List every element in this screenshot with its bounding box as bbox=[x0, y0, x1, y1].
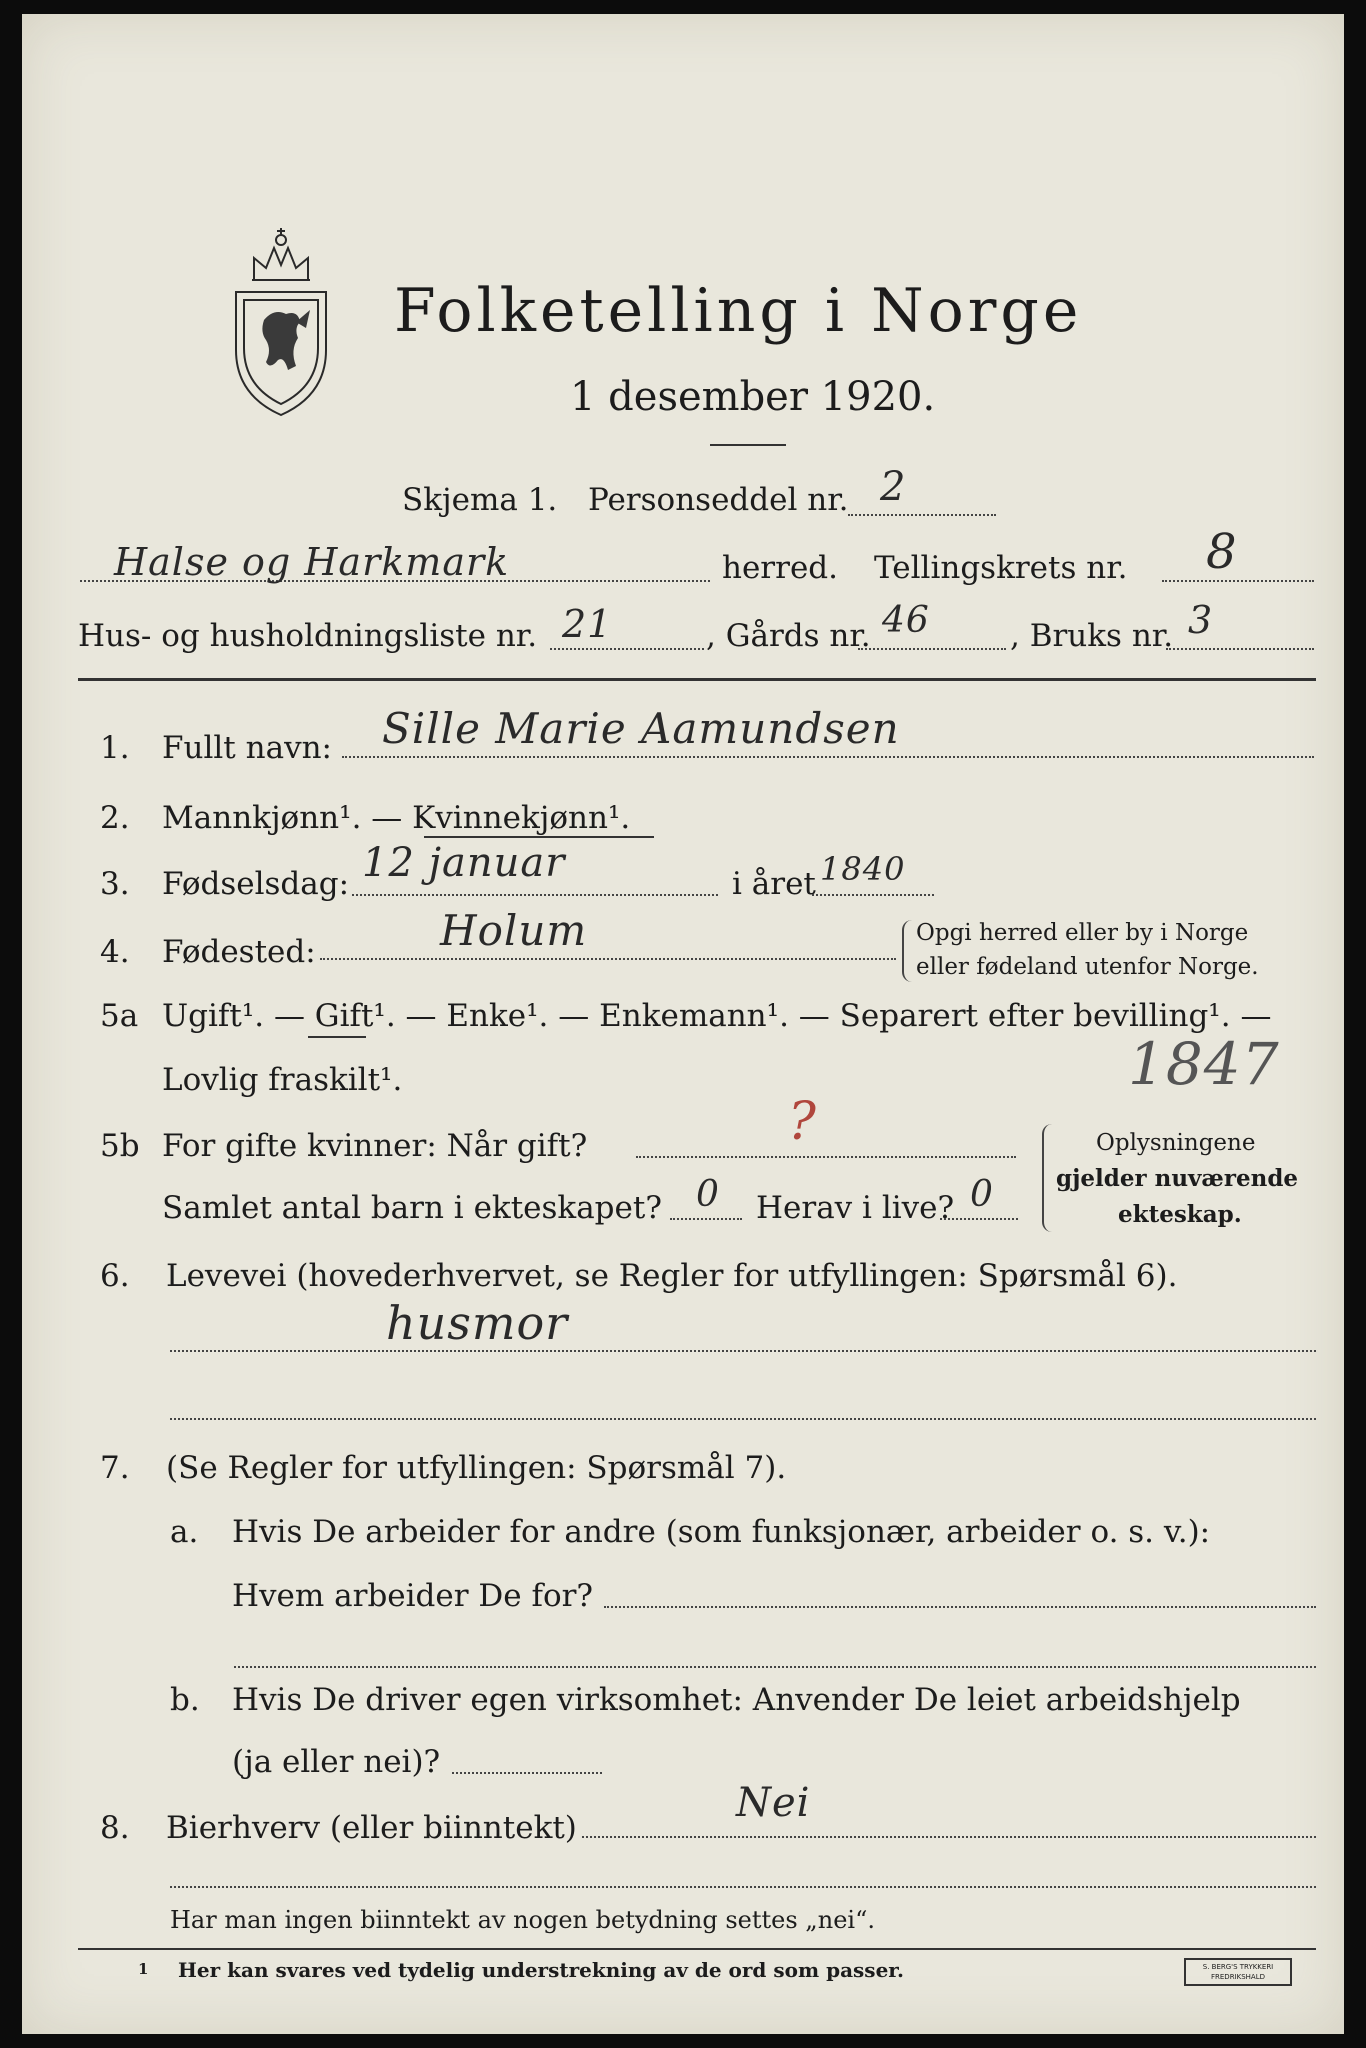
q4-value[interactable]: Holum bbox=[440, 906, 588, 955]
q5a-label: Ugift¹. — Gift¹. — Enke¹. — Enkemann¹. — Separert efter bevilling¹. — bbox=[162, 998, 1272, 1034]
q5b-note-line-2: gjelder nuværende bbox=[1056, 1165, 1299, 1192]
skjema-label: Skjema 1. bbox=[402, 482, 558, 518]
q8-value[interactable]: Nei bbox=[736, 1780, 811, 1826]
q7b-label-2: (ja eller nei)? bbox=[232, 1744, 441, 1780]
q4-note-line-1: Opgi herred eller by i Norge bbox=[916, 920, 1249, 946]
q8-line bbox=[582, 1836, 1316, 1838]
q7b-number: b. bbox=[170, 1682, 200, 1718]
q2-label: Mannkjønn¹. — Kvinnekjønn¹. bbox=[162, 800, 631, 836]
q7a-number: a. bbox=[170, 1514, 199, 1550]
q7b-label: Hvis De driver egen virksomhet: Anvender De leiet arbeidshjelp bbox=[232, 1682, 1241, 1718]
q7a-line-2 bbox=[234, 1666, 1316, 1668]
q5a-number: 5a bbox=[100, 998, 139, 1034]
husliste-value[interactable]: 21 bbox=[562, 602, 613, 646]
q5a-label-2: Lovlig fraskilt¹. bbox=[162, 1062, 403, 1098]
q1-value[interactable]: Sille Marie Aamundsen bbox=[382, 704, 900, 753]
q7-number: 7. bbox=[100, 1450, 130, 1486]
q5b-number: 5b bbox=[100, 1128, 140, 1164]
footer-divider-dotted bbox=[170, 1886, 1316, 1888]
personseddel-label: Personseddel nr. bbox=[588, 482, 849, 518]
q4-line bbox=[320, 958, 896, 960]
q5b-alive-line bbox=[940, 1218, 1018, 1220]
q5a-gift-underline bbox=[308, 1036, 366, 1038]
tellingskrets-value[interactable]: 8 bbox=[1206, 524, 1238, 580]
q5b-children-value[interactable]: 0 bbox=[696, 1174, 720, 1215]
q1-number: 1. bbox=[100, 730, 130, 766]
census-date: 1 desember 1920. bbox=[570, 374, 936, 420]
title-divider bbox=[710, 444, 786, 446]
footnote-divider bbox=[78, 1948, 1316, 1950]
q5b-alive-value[interactable]: 0 bbox=[970, 1174, 994, 1215]
printer-stamp bbox=[1184, 1958, 1292, 1986]
q7a-label-2: Hvem arbeider De for? bbox=[232, 1578, 594, 1614]
bruks-label: , Bruks nr. bbox=[1010, 618, 1174, 654]
q6-line-2 bbox=[170, 1418, 1316, 1420]
q1-line bbox=[342, 756, 1314, 758]
personseddel-line bbox=[848, 514, 996, 516]
q6-number: 6. bbox=[100, 1258, 130, 1294]
header-divider bbox=[78, 678, 1316, 681]
q7a-line-1 bbox=[604, 1606, 1316, 1608]
q5b-note-line-3: ekteskap. bbox=[1118, 1201, 1242, 1228]
q5a-margin-value[interactable]: 1847 bbox=[1128, 1030, 1280, 1098]
q1-label: Fullt navn: bbox=[162, 730, 332, 766]
tellingskrets-label: Tellingskrets nr. bbox=[874, 550, 1128, 586]
printer-stamp-line-2: FREDRIKSHALD bbox=[1210, 1973, 1265, 1981]
q6-label: Levevei (hovederhvervet, se Regler for utfyllingen: Spørsmål 6). bbox=[166, 1258, 1178, 1294]
q8-label: Bierhverv (eller biinntekt) bbox=[166, 1810, 577, 1846]
q4-label: Fødested: bbox=[162, 934, 316, 970]
q4-number: 4. bbox=[100, 934, 130, 970]
husliste-label: Hus- og husholdningsliste nr. bbox=[78, 618, 538, 654]
q3-label: Fødselsdag: bbox=[162, 866, 350, 902]
q5b-value[interactable]: ? bbox=[788, 1092, 817, 1152]
form-title: Folketelling i Norge bbox=[394, 276, 1083, 346]
gards-line bbox=[858, 648, 1006, 650]
personseddel-value[interactable]: 2 bbox=[880, 464, 907, 510]
q3-line bbox=[352, 894, 718, 896]
printer-stamp-line-1: S. BERG'S TRYKKERI bbox=[1202, 1963, 1274, 1971]
q5b-note-brace bbox=[1042, 1124, 1054, 1232]
q5b-children-label: Samlet antal barn i ekteskapet? bbox=[162, 1190, 662, 1226]
q5b-alive-label: Herav i live? bbox=[756, 1190, 955, 1226]
q4-note-brace bbox=[902, 920, 912, 982]
tellingskrets-line bbox=[1162, 580, 1314, 582]
bruks-line bbox=[1166, 648, 1314, 650]
q7a-label: Hvis De arbeider for andre (som funksjonær, arbeider o. s. v.): bbox=[232, 1514, 1211, 1550]
q5b-line bbox=[636, 1156, 1016, 1158]
q3-year-line bbox=[812, 894, 934, 896]
footnote-text: Her kan svares ved tydelig understrekning av de ord som passer. bbox=[178, 1958, 904, 1982]
q6-value[interactable]: husmor bbox=[386, 1296, 569, 1350]
bruks-value[interactable]: 3 bbox=[1188, 598, 1214, 642]
q3-year-value[interactable]: 1840 bbox=[820, 850, 906, 888]
q2-kvinnekjonn-underline bbox=[424, 836, 654, 838]
herred-value[interactable]: Halse og Harkmark bbox=[114, 540, 510, 584]
q4-note-line-2: eller fødeland utenfor Norge. bbox=[916, 954, 1259, 980]
q5b-label: For gifte kvinner: Når gift? bbox=[162, 1128, 588, 1164]
q5b-note-line-1: Oplysningene bbox=[1096, 1130, 1256, 1156]
coat-of-arms-icon bbox=[226, 210, 336, 420]
herred-label: herred. bbox=[722, 550, 838, 586]
husliste-line bbox=[550, 648, 704, 650]
footnote-mark: 1 bbox=[138, 1960, 149, 1978]
q3-number: 3. bbox=[100, 866, 130, 902]
q6-line-1 bbox=[170, 1350, 1316, 1352]
q8-number: 8. bbox=[100, 1810, 130, 1846]
q5b-children-line bbox=[670, 1218, 742, 1220]
census-form-page bbox=[22, 14, 1344, 2034]
q7-label: (Se Regler for utfyllingen: Spørsmål 7). bbox=[166, 1450, 787, 1486]
footer-note: Har man ingen biinntekt av nogen betydning settes „nei“. bbox=[170, 1906, 875, 1934]
q2-number: 2. bbox=[100, 800, 130, 836]
q3-value[interactable]: 12 januar bbox=[362, 840, 566, 886]
gards-label: , Gårds nr. bbox=[706, 618, 871, 654]
gards-value[interactable]: 46 bbox=[882, 600, 930, 641]
q7b-line bbox=[452, 1772, 602, 1774]
q3-year-label: i året bbox=[732, 866, 816, 902]
